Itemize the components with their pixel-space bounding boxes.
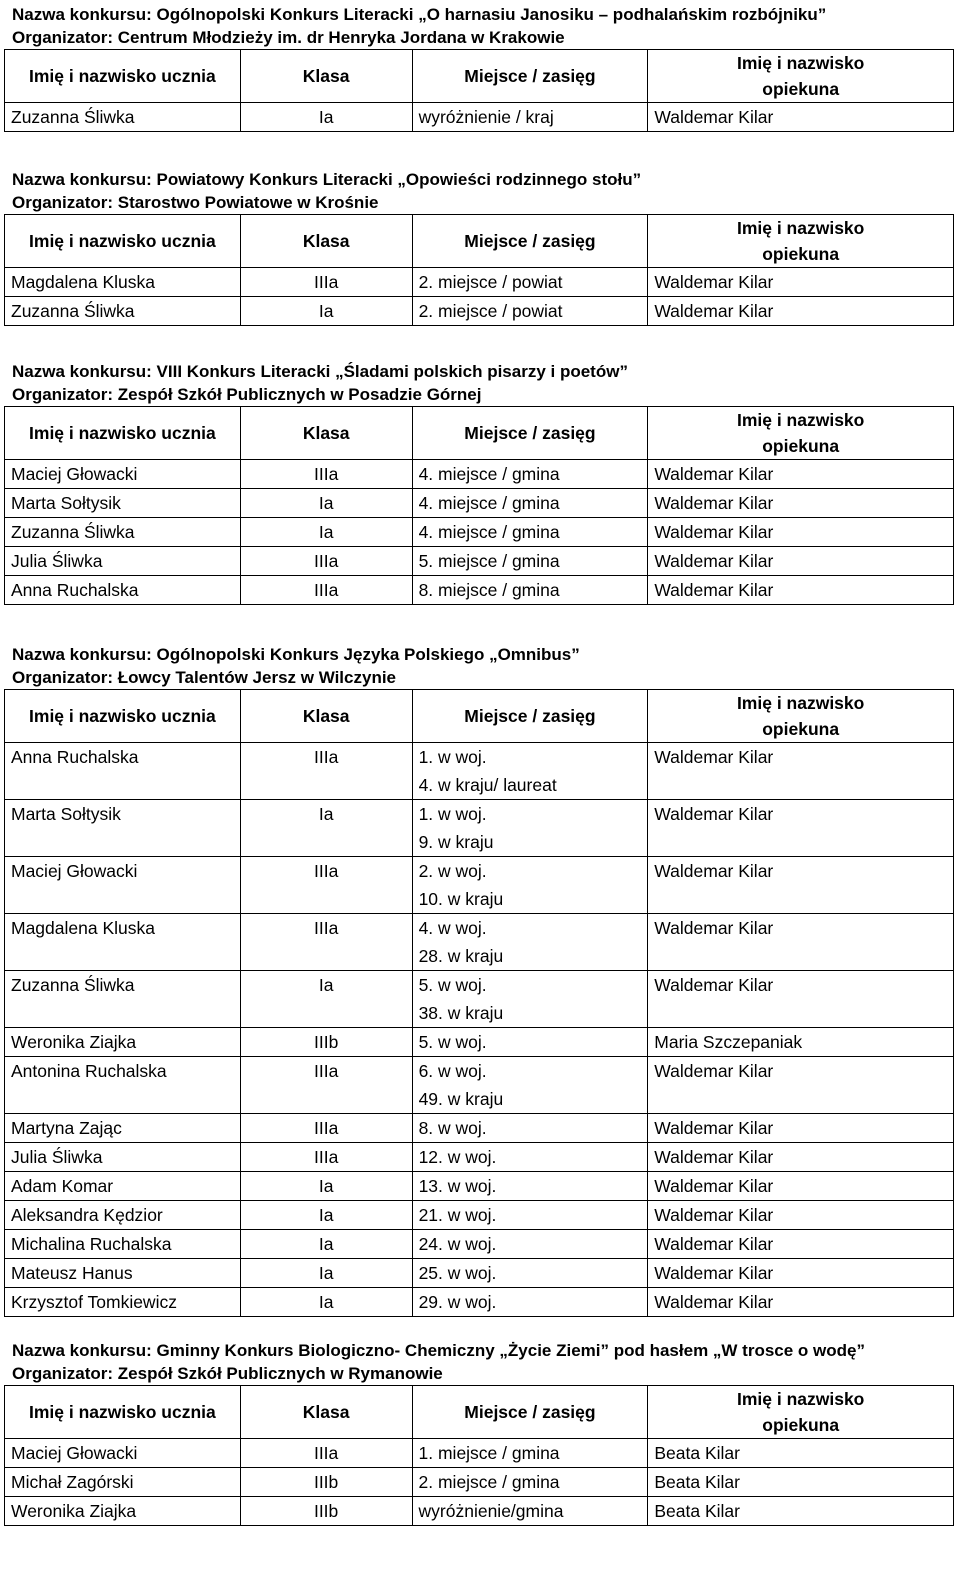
- placement-line: 49. w kraju: [418, 1089, 504, 1109]
- placement: [412, 857, 648, 914]
- header-teacher-line2: opiekuna: [762, 79, 840, 99]
- student-name: Michał Zagórski: [5, 1468, 241, 1497]
- table-row: [5, 297, 954, 326]
- table-row: [5, 1172, 954, 1201]
- header-teacher: [648, 407, 954, 460]
- student-name: Magdalena Kluska: [5, 268, 241, 297]
- competition-title: Nazwa konkursu: Gminny Konkurs Biologiczno- Chemiczny „Życie Ziemi” pod hasłem „W trosce o wodę”: [12, 1341, 865, 1360]
- placement: [412, 1259, 648, 1288]
- student-class: IIIa: [240, 460, 412, 489]
- header-row: [5, 1386, 954, 1439]
- teacher-name: Beata Kilar: [648, 1468, 954, 1497]
- student-class: Ia: [240, 1259, 412, 1288]
- student-name: Michalina Ruchalska: [5, 1230, 241, 1259]
- student-class: Ia: [240, 1230, 412, 1259]
- placement: [412, 800, 648, 857]
- section-heading: [0, 640, 960, 689]
- student-name: Krzysztof Tomkiewicz: [5, 1288, 241, 1317]
- teacher-name: Waldemar Kilar: [648, 268, 954, 297]
- table-row: [5, 1057, 954, 1114]
- teacher-name: Waldemar Kilar: [648, 1114, 954, 1143]
- student-name: Maciej Głowacki: [5, 857, 241, 914]
- header-student: Imię i nazwisko ucznia: [5, 690, 241, 743]
- placement: [412, 1172, 648, 1201]
- placement-line: 5. w woj.: [418, 1032, 487, 1052]
- placement: [412, 914, 648, 971]
- competition-title: Nazwa konkursu: Ogólnopolski Konkurs Języka Polskiego „Omnibus”: [12, 645, 580, 664]
- placement-line: 6. w woj.: [418, 1061, 487, 1081]
- placement: [412, 297, 648, 326]
- teacher-name: Waldemar Kilar: [648, 1172, 954, 1201]
- table-row: [5, 576, 954, 605]
- student-class: Ia: [240, 489, 412, 518]
- competition-section: [0, 640, 960, 1317]
- competition-title: Nazwa konkursu: Ogólnopolski Konkurs Literacki „O harnasiu Janosiku – podhalańskim rozbójniku”: [12, 5, 827, 24]
- student-class: IIIa: [240, 1057, 412, 1114]
- student-class: Ia: [240, 297, 412, 326]
- placement: [412, 1439, 648, 1468]
- placement-line: 8. miejsce / gmina: [418, 580, 560, 600]
- student-name: Martyna Zając: [5, 1114, 241, 1143]
- placement-line: 38. w kraju: [418, 1003, 504, 1023]
- placement-line: 29. w woj.: [418, 1292, 497, 1312]
- placement: [412, 1143, 648, 1172]
- table-row: [5, 1497, 954, 1526]
- student-class: IIIa: [240, 1143, 412, 1172]
- student-name: Julia Śliwka: [5, 1143, 241, 1172]
- student-name: Anna Ruchalska: [5, 576, 241, 605]
- table-row: [5, 1114, 954, 1143]
- table-row: [5, 800, 954, 857]
- placement: [412, 971, 648, 1028]
- table-row: [5, 1288, 954, 1317]
- placement-line: 28. w kraju: [418, 946, 504, 966]
- student-class: Ia: [240, 1201, 412, 1230]
- section-heading: [0, 1336, 960, 1385]
- student-name: Maciej Głowacki: [5, 460, 241, 489]
- placement-line: 1. w woj.: [418, 747, 487, 767]
- teacher-name: Waldemar Kilar: [648, 1057, 954, 1114]
- teacher-name: Maria Szczepaniak: [648, 1028, 954, 1057]
- teacher-name: Waldemar Kilar: [648, 800, 954, 857]
- competition-section: [0, 0, 960, 132]
- header-class: Klasa: [240, 690, 412, 743]
- header-place: Miejsce / zasięg: [412, 407, 648, 460]
- placement: [412, 489, 648, 518]
- table-row: [5, 489, 954, 518]
- header-teacher-line1: Imię i nazwisko: [736, 693, 865, 713]
- student-name: Zuzanna Śliwka: [5, 971, 241, 1028]
- header-teacher: [648, 690, 954, 743]
- header-teacher-line2: opiekuna: [762, 719, 840, 739]
- placement: [412, 1028, 648, 1057]
- placement-line: 13. w woj.: [418, 1176, 497, 1196]
- teacher-name: Waldemar Kilar: [648, 518, 954, 547]
- placement: [412, 576, 648, 605]
- header-row: [5, 407, 954, 460]
- student-name: Zuzanna Śliwka: [5, 518, 241, 547]
- header-student: Imię i nazwisko ucznia: [5, 407, 241, 460]
- student-class: Ia: [240, 1288, 412, 1317]
- placement: [412, 268, 648, 297]
- section-heading: [0, 357, 960, 406]
- student-class: IIIb: [240, 1468, 412, 1497]
- table-row: [5, 1028, 954, 1057]
- student-name: Antonina Ruchalska: [5, 1057, 241, 1114]
- header-class: Klasa: [240, 1386, 412, 1439]
- results-table: [4, 49, 954, 132]
- student-class: IIIa: [240, 268, 412, 297]
- teacher-name: Waldemar Kilar: [648, 1143, 954, 1172]
- placement-line: 9. w kraju: [418, 832, 494, 852]
- placement: [412, 547, 648, 576]
- table-row: [5, 857, 954, 914]
- placement-line: 2. miejsce / powiat: [418, 301, 563, 321]
- header-class: Klasa: [240, 215, 412, 268]
- placement-line: 24. w woj.: [418, 1234, 497, 1254]
- student-name: Marta Sołtysik: [5, 800, 241, 857]
- competition-section: [0, 165, 960, 326]
- placement-line: 1. miejsce / gmina: [418, 1443, 560, 1463]
- placement: [412, 1497, 648, 1526]
- header-teacher-line2: opiekuna: [762, 436, 840, 456]
- placement-line: 1. w woj.: [418, 804, 487, 824]
- competition-organizer: Organizator: Zespół Szkół Publicznych w Posadzie Górnej: [12, 385, 482, 404]
- teacher-name: Waldemar Kilar: [648, 547, 954, 576]
- table-row: [5, 971, 954, 1028]
- student-name: Weronika Ziajka: [5, 1028, 241, 1057]
- placement-line: 4. miejsce / gmina: [418, 464, 560, 484]
- table-row: [5, 460, 954, 489]
- results-table: [4, 406, 954, 605]
- table-row: [5, 547, 954, 576]
- student-name: Julia Śliwka: [5, 547, 241, 576]
- header-class: Klasa: [240, 407, 412, 460]
- placement-line: 2. w woj.: [418, 861, 487, 881]
- teacher-name: Waldemar Kilar: [648, 297, 954, 326]
- header-teacher-line1: Imię i nazwisko: [736, 1389, 865, 1409]
- header-student: Imię i nazwisko ucznia: [5, 1386, 241, 1439]
- placement-line: 4. w woj.: [418, 918, 487, 938]
- teacher-name: Beata Kilar: [648, 1497, 954, 1526]
- student-class: IIIa: [240, 1439, 412, 1468]
- table-row: [5, 1230, 954, 1259]
- table-row: [5, 1439, 954, 1468]
- teacher-name: Waldemar Kilar: [648, 460, 954, 489]
- placement-line: 12. w woj.: [418, 1147, 497, 1167]
- student-name: Aleksandra Kędzior: [5, 1201, 241, 1230]
- table-row: [5, 1259, 954, 1288]
- header-teacher: [648, 1386, 954, 1439]
- teacher-name: Waldemar Kilar: [648, 971, 954, 1028]
- placement: [412, 743, 648, 800]
- placement-line: 2. miejsce / gmina: [418, 1472, 560, 1492]
- student-name: Marta Sołtysik: [5, 489, 241, 518]
- section-heading: [0, 165, 960, 214]
- student-class: IIIa: [240, 547, 412, 576]
- teacher-name: Waldemar Kilar: [648, 1201, 954, 1230]
- teacher-name: Waldemar Kilar: [648, 1230, 954, 1259]
- student-class: IIIa: [240, 1114, 412, 1143]
- table-row: [5, 1201, 954, 1230]
- teacher-name: Waldemar Kilar: [648, 1288, 954, 1317]
- competition-title: Nazwa konkursu: Powiatowy Konkurs Literacki „Opowieści rodzinnego stołu”: [12, 170, 642, 189]
- student-class: Ia: [240, 971, 412, 1028]
- placement-line: 2. miejsce / powiat: [418, 272, 563, 292]
- table-row: [5, 743, 954, 800]
- placement-line: 21. w woj.: [418, 1205, 497, 1225]
- header-teacher-line1: Imię i nazwisko: [736, 218, 865, 238]
- header-student: Imię i nazwisko ucznia: [5, 50, 241, 103]
- header-row: [5, 215, 954, 268]
- header-row: [5, 50, 954, 103]
- teacher-name: Waldemar Kilar: [648, 914, 954, 971]
- placement: [412, 1230, 648, 1259]
- teacher-name: Beata Kilar: [648, 1439, 954, 1468]
- student-class: IIIb: [240, 1028, 412, 1057]
- student-name: Mateusz Hanus: [5, 1259, 241, 1288]
- teacher-name: Waldemar Kilar: [648, 576, 954, 605]
- student-name: Zuzanna Śliwka: [5, 103, 241, 132]
- header-teacher: [648, 50, 954, 103]
- student-class: Ia: [240, 518, 412, 547]
- header-teacher-line2: opiekuna: [762, 244, 840, 264]
- student-class: IIIa: [240, 576, 412, 605]
- table-row: [5, 518, 954, 547]
- table-row: [5, 103, 954, 132]
- header-row: [5, 690, 954, 743]
- competition-organizer: Organizator: Łowcy Talentów Jersz w Wilczynie: [12, 668, 397, 687]
- placement-line: 5. miejsce / gmina: [418, 551, 560, 571]
- student-class: IIIa: [240, 857, 412, 914]
- placement-line: 10. w kraju: [418, 889, 504, 909]
- student-name: Adam Komar: [5, 1172, 241, 1201]
- placement-line: 4. miejsce / gmina: [418, 522, 560, 542]
- student-name: Zuzanna Śliwka: [5, 297, 241, 326]
- competition-title: Nazwa konkursu: VIII Konkurs Literacki „Śladami polskich pisarzy i poetów”: [12, 362, 628, 381]
- header-place: Miejsce / zasięg: [412, 50, 648, 103]
- placement: [412, 1288, 648, 1317]
- table-row: [5, 1143, 954, 1172]
- competition-section: [0, 357, 960, 605]
- table-row: [5, 1468, 954, 1497]
- student-class: Ia: [240, 800, 412, 857]
- placement: [412, 1468, 648, 1497]
- competition-organizer: Organizator: Zespół Szkół Publicznych w Rymanowie: [12, 1364, 443, 1383]
- student-name: Anna Ruchalska: [5, 743, 241, 800]
- placement: [412, 1201, 648, 1230]
- placement: [412, 103, 648, 132]
- results-table: [4, 689, 954, 1317]
- placement-line: wyróżnienie / kraj: [418, 107, 554, 127]
- teacher-name: Waldemar Kilar: [648, 489, 954, 518]
- student-class: IIIa: [240, 914, 412, 971]
- student-class: Ia: [240, 103, 412, 132]
- student-class: IIIa: [240, 743, 412, 800]
- header-place: Miejsce / zasięg: [412, 690, 648, 743]
- teacher-name: Waldemar Kilar: [648, 743, 954, 800]
- competition-section: [0, 1336, 960, 1526]
- teacher-name: Waldemar Kilar: [648, 103, 954, 132]
- student-class: Ia: [240, 1172, 412, 1201]
- teacher-name: Waldemar Kilar: [648, 1259, 954, 1288]
- placement-line: 25. w woj.: [418, 1263, 497, 1283]
- results-table: [4, 214, 954, 326]
- student-name: Magdalena Kluska: [5, 914, 241, 971]
- header-teacher-line2: opiekuna: [762, 1415, 840, 1435]
- results-table: [4, 1385, 954, 1526]
- header-teacher-line1: Imię i nazwisko: [736, 410, 865, 430]
- header-teacher: [648, 215, 954, 268]
- placement: [412, 460, 648, 489]
- placement: [412, 1114, 648, 1143]
- header-student: Imię i nazwisko ucznia: [5, 215, 241, 268]
- header-place: Miejsce / zasięg: [412, 1386, 648, 1439]
- placement-line: wyróżnienie/gmina: [418, 1501, 564, 1521]
- section-heading: [0, 0, 960, 49]
- student-class: IIIb: [240, 1497, 412, 1526]
- table-row: [5, 268, 954, 297]
- placement-line: 8. w woj.: [418, 1118, 487, 1138]
- competition-organizer: Organizator: Starostwo Powiatowe w Krośnie: [12, 193, 379, 212]
- student-name: Weronika Ziajka: [5, 1497, 241, 1526]
- header-teacher-line1: Imię i nazwisko: [736, 53, 865, 73]
- table-row: [5, 914, 954, 971]
- header-class: Klasa: [240, 50, 412, 103]
- placement: [412, 1057, 648, 1114]
- competition-organizer: Organizator: Centrum Młodzieży im. dr Henryka Jordana w Krakowie: [12, 28, 565, 47]
- placement-line: 4. w kraju/ laureat: [418, 775, 557, 795]
- placement-line: 5. w woj.: [418, 975, 487, 995]
- student-name: Maciej Głowacki: [5, 1439, 241, 1468]
- placement-line: 4. miejsce / gmina: [418, 493, 560, 513]
- placement: [412, 518, 648, 547]
- header-place: Miejsce / zasięg: [412, 215, 648, 268]
- teacher-name: Waldemar Kilar: [648, 857, 954, 914]
